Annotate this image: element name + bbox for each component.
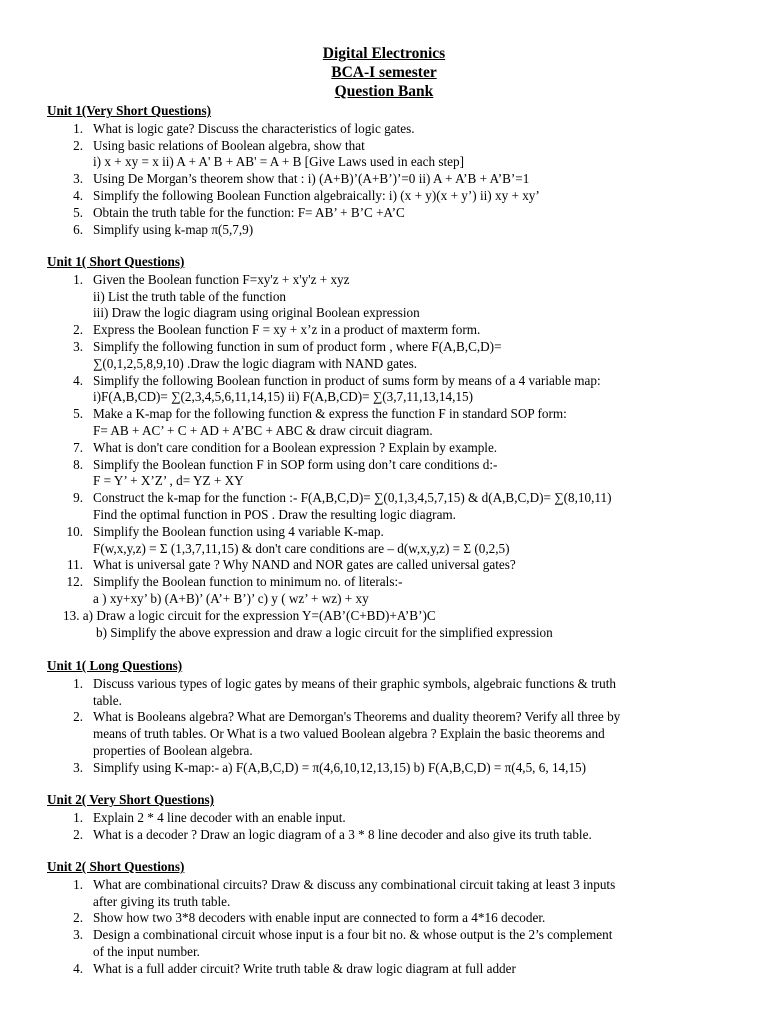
question-number: 7. [73,439,83,455]
question-number: 5. [73,204,83,220]
question-text: means of truth tables. Or What is a two valued Boolean algebra ? Explain the basic theorems and [93,726,605,742]
question-text: Simplify the following Boolean Function algebraically: i) (x + y)(x + y’) ii) xy + xy’ [93,187,540,203]
question-item [47,574,737,608]
question-number: 4. [73,187,83,203]
question-item [47,188,737,205]
question-text: Simplify the Boolean function F in SOP form using don’t care conditions d:- [93,456,498,472]
question-text: What is a full adder circuit? Write truth table & draw logic diagram at full adder [93,960,516,976]
question-text: Make a K-map for the following function & express the function F in standard SOP form: [93,406,567,422]
section-heading: Unit 1( Long Questions) [47,658,183,673]
section-unit1-very-short [47,103,737,238]
question-item [47,557,737,574]
question-item [47,827,737,844]
section-heading: Unit 2( Short Questions) [47,859,185,874]
question-text: Express the Boolean function F = xy + x’z in a product of maxterm form. [93,322,481,338]
question-item [47,676,737,710]
question-number: 2. [73,910,83,926]
question-item [47,222,737,239]
question-text: after giving its truth table. [93,893,231,909]
question-text: i)F(A,B,CD)= ∑(2,3,4,5,6,11,14,15) ii) F(A,B,CD)= ∑(3,7,11,13,14,15) [93,389,473,405]
section-heading: Unit 1( Short Questions) [47,254,185,269]
section-unit1-short [47,254,737,641]
question-number: 1. [73,675,83,691]
question-item [47,121,737,138]
question-item [47,373,737,407]
question-number: 9. [73,490,83,506]
question-item [47,877,737,911]
question-number: 3. [73,338,83,354]
section-heading: Unit 1(Very Short Questions) [47,103,211,118]
question-text: Obtain the truth table for the function: F= AB’ + B’C +A’C [93,204,405,220]
question-item [47,322,737,339]
question-text: Simplify using K-map:- a) F(A,B,C,D) = π(4,6,10,12,13,15) b) F(A,B,C,D) = π(4,5, 6, 14,15) [93,759,587,775]
question-text: ii) List the truth table of the function [93,288,287,304]
question-text: Discuss various types of logic gates by means of their graphic symbols, algebraic functions & truth [93,675,616,691]
question-item [47,205,737,222]
question-number: 1. [73,271,83,287]
question-number: 1. [73,876,83,892]
question-text: What are combinational circuits? Draw & discuss any combinational circuit taking at least 3 inputs [93,876,616,892]
question-number: 2. [73,709,83,725]
question-number: 1. [73,120,83,136]
question-text: iii) Draw the logic diagram using original Boolean expression [93,305,420,321]
question-item [47,339,737,373]
question-text: a ) xy+xy’ b) (A+B)’ (A’+ B’)’ c) y ( wz’ + wz) + xy [93,590,369,606]
question-item [47,910,737,927]
question-number: 2. [73,826,83,842]
question-number: 8. [73,456,83,472]
section-unit1-long [47,658,737,777]
question-text: Simplify the Boolean function using 4 variable K-map. [93,523,384,539]
question-text: Simplify the following function in sum of product form , where F(A,B,C,D)= [93,338,502,354]
question-text: ∑(0,1,2,5,8,9,10) .Draw the logic diagram with NAND gates. [93,355,418,371]
question-number: 10. [66,523,83,539]
question-item [47,961,737,978]
question-item [47,272,737,322]
question-text: What is Booleans algebra? What are Demorgan's Theorems and duality theorem? Verify all three by [93,709,621,725]
question-13a-text: 13. a) Draw a logic circuit for the expression Y=(AB’(C+BD)+A’B’)C [63,607,436,623]
question-number: 3. [73,759,83,775]
question-item [47,524,737,558]
question-text: Given the Boolean function F=xy'z + x'y'z + xyz [93,271,350,287]
question-text: of the input number. [93,943,200,959]
question-item [47,457,737,491]
question-number: 11. [67,557,83,573]
question-number: 3. [73,171,83,187]
question-13b-text: b) Simplify the above expression and draw a logic circuit for the simplified expression [96,624,553,640]
question-text: F = Y’ + X’Z’ , d= YZ + XY [93,473,244,489]
section-unit2-very-short [47,792,737,843]
question-text: Show how two 3*8 decoders with enable input are connected to form a 4*16 decoder. [93,910,546,926]
question-number: 2. [73,137,83,153]
question-number: 2. [73,322,83,338]
question-number: 5. [73,406,83,422]
title-semester: BCA-I semester [331,64,437,81]
question-text: Design a combinational circuit whose input is a four bit no. & whose output is the 2’s complement [93,927,613,943]
question-text: Simplify the following Boolean function in product of sums form by means of a 4 variable map: [93,372,601,388]
title-course: Digital Electronics [322,45,446,62]
question-text: properties of Boolean algebra. [93,742,253,758]
question-number: 4. [73,372,83,388]
question-text: Find the optimal function in POS . Draw the resulting logic diagram. [93,506,456,522]
question-text: What is universal gate ? Why NAND and NOR gates are called universal gates? [93,557,516,573]
question-text: What is a decoder ? Draw an logic diagram of a 3 * 8 line decoder and also give its truth table. [93,826,592,842]
question-text: i) x + xy = x ii) A + A' B + AB' = A + B [Give Laws used in each step] [93,154,464,170]
section-unit2-short [47,859,737,978]
question-item [47,406,737,440]
question-number: 6. [73,221,83,237]
question-text: F= AB + AC’ + C + AD + A’BC + ABC & draw circuit diagram. [93,422,433,438]
question-text: Using basic relations of Boolean algebra, show that [93,137,365,153]
question-item [47,138,737,172]
question-number: 3. [73,927,83,943]
question-text: Construct the k-map for the function :- F(A,B,C,D)= ∑(0,1,3,4,5,7,15) & d(A,B,C,D)= ∑(8,10,11) [93,490,612,506]
question-number: 4. [73,960,83,976]
section-heading: Unit 2( Very Short Questions) [47,792,215,807]
question-number: 1. [73,809,83,825]
question-text: What is logic gate? Discuss the characteristics of logic gates. [93,120,415,136]
question-text: What is don't care condition for a Boolean expression ? Explain by example. [93,439,498,455]
question-item [47,927,737,961]
question-text: F(w,x,y,z) = Σ (1,3,7,11,15) & don't care conditions are – d(w,x,y,z) = Σ (0,2,5) [93,540,510,556]
question-text: Using De Morgan’s theorem show that : i) (A+B)’(A+B’)’=0 ii) A + A’B + A’B’=1 [93,171,530,187]
question-item [47,440,737,457]
document-title [0,44,768,101]
question-text: Simplify the Boolean function to minimum no. of literals:- [93,574,403,590]
question-item [47,709,737,759]
title-question-bank: Question Bank [334,83,434,100]
question-text: table. [93,692,122,708]
question-item [47,171,737,188]
question-item [47,760,737,777]
question-text: Simplify using k-map π(5,7,9) [93,221,254,237]
question-item [47,810,737,827]
question-number: 12. [66,574,83,590]
question-text: Explain 2 * 4 line decoder with an enable input. [93,809,346,825]
question-item [47,490,737,524]
